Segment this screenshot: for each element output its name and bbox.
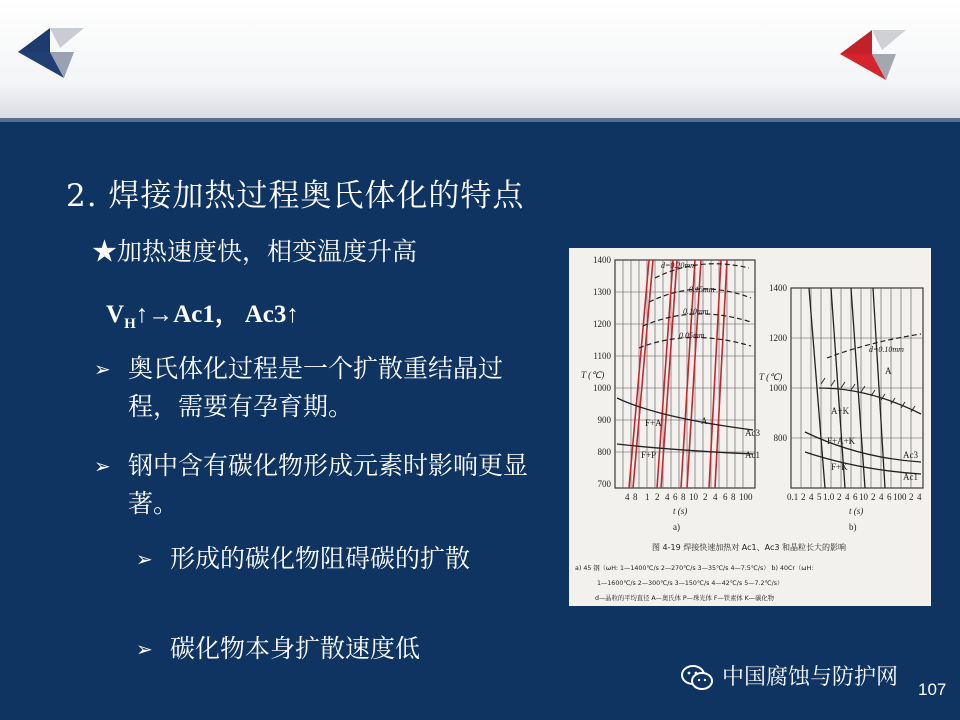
left-y-tick: 1100 — [593, 351, 611, 361]
left-x-tick: 8 — [681, 492, 686, 502]
right-x-tick: 4 — [917, 492, 922, 502]
left-panel — [581, 255, 760, 532]
formula — [106, 294, 299, 333]
left-panel-sublabel: a) — [673, 522, 680, 532]
right-annotation: Ac1 — [903, 472, 918, 482]
sub-bullet-text: 碳化物本身扩散速度低 — [170, 634, 421, 663]
left-annotation: A — [701, 416, 708, 426]
right-annotation: d=0.10mm — [869, 345, 904, 354]
bullet-item — [94, 447, 529, 523]
bullet-text: 奥氏体化过程是一个扩散重结晶过程，需要有孕育期。 — [128, 354, 504, 421]
formula-rest: ↑→Ac1， Ac3↑ — [135, 301, 299, 328]
right-annotation: A+K — [831, 406, 850, 416]
formula-v: V — [106, 301, 125, 328]
right-triangle-logo — [836, 24, 908, 84]
left-annotation: Ac3 — [745, 428, 760, 438]
left-annotation: 0.15mm — [689, 285, 715, 294]
right-y-tick: 800 — [773, 433, 787, 443]
left-y-tick: 1200 — [593, 319, 611, 329]
sub-bullet-text: 形成的碳化物阻碍碳的扩散 — [170, 544, 471, 573]
left-x-tick: 4 — [713, 492, 718, 502]
right-annotation: A — [885, 366, 892, 376]
right-panel-sublabel: b) — [849, 522, 857, 532]
left-annotation: F+P — [641, 450, 657, 460]
right-x-tick: 2 — [837, 492, 842, 502]
left-x-tick: 6 — [673, 492, 678, 502]
bullet-text: 钢中含有碳化物形成元素时影响更显著。 — [128, 451, 529, 518]
right-panel — [759, 283, 923, 532]
figure-caption-line: 1—1600℃/s 2—300℃/s 3—150℃/s 4—42℃/s 5—7.2℃/s） — [597, 580, 784, 587]
left-y-tick: 1000 — [593, 383, 611, 393]
right-annotation: Ac3 — [903, 450, 918, 460]
arrow-bullet-icon: ➢ — [136, 637, 153, 661]
figure-caption-title: 图 4-19 焊接快速加热对 Ac1、Ac3 和晶粒长大的影响 — [652, 543, 846, 552]
right-x-tick: 4 — [879, 492, 884, 502]
right-x-tick: 5 — [817, 492, 822, 502]
slide-title: 2. 焊接加热过程奥氏体化的特点 — [66, 178, 525, 214]
right-x-tick: 6 — [853, 492, 858, 502]
formula-subscript: H — [124, 316, 136, 332]
page-number: 107 — [918, 680, 947, 699]
right-x-tick: 4 — [809, 492, 814, 502]
right-annotation: F+A+K — [827, 436, 856, 446]
bullet-item — [94, 350, 528, 426]
right-x-tick: 1.0 — [823, 492, 835, 502]
left-x-tick: 6 — [723, 492, 728, 502]
left-annotation: d=0.20mm — [661, 261, 696, 270]
arrow-bullet-icon: ➢ — [94, 357, 111, 381]
right-x-tick: 4 — [845, 492, 850, 502]
figure-caption-line: d—晶粒的平均直径 A—奥氏体 P—珠光体 F—铁素体 K—碳化物 — [595, 595, 774, 602]
right-x-tick: 100 — [893, 492, 907, 502]
right-y-axis-label: T (℃) — [759, 372, 783, 382]
slide-header — [0, 0, 960, 118]
left-x-axis-label: t (s) — [673, 506, 688, 516]
left-x-tick: 8 — [633, 492, 638, 502]
right-y-tick: 1200 — [769, 333, 787, 343]
left-y-tick: 1400 — [593, 255, 611, 265]
arrow-bullet-icon: ➢ — [136, 547, 153, 571]
left-x-tick: 4 — [625, 492, 630, 502]
right-x-tick: 0.1 — [787, 492, 799, 502]
left-y-axis-label: T (℃) — [581, 370, 605, 380]
left-x-tick: 2 — [655, 492, 660, 502]
right-x-tick: 10 — [859, 492, 868, 502]
left-x-tick: 8 — [731, 492, 736, 502]
left-y-tick: 900 — [597, 415, 611, 425]
sub-bullet-item — [136, 630, 530, 668]
left-x-tick: 10 — [689, 492, 698, 502]
figure-caption-line: a) 45 钢（ωH: 1—1400℃/s 2—270℃/s 3—35℃/s 4—7.5℃/s） b) 40Cr（ωH: — [575, 565, 814, 572]
left-annotation: 0.05mm — [679, 331, 705, 340]
left-x-tick: 1 — [645, 492, 650, 502]
right-annotation: F+K — [831, 462, 848, 472]
wechat-icon — [680, 664, 714, 692]
left-x-tick: 4 — [665, 492, 670, 502]
footer-brand — [680, 660, 898, 692]
footer-brand-text: 中国腐蚀与防护网 — [722, 665, 899, 690]
figure-caption — [575, 542, 846, 602]
left-y-tick: 800 — [597, 447, 611, 457]
right-y-tick: 1400 — [769, 283, 787, 293]
left-x-tick: 2 — [703, 492, 708, 502]
left-x-tick: 100 — [739, 492, 753, 502]
left-annotation: Ac1 — [745, 450, 760, 460]
left-triangle-logo — [14, 22, 86, 82]
figure-ac-temperature-chart — [569, 248, 931, 606]
figure-drawing — [569, 248, 931, 606]
left-y-tick: 700 — [597, 479, 611, 489]
right-x-tick: 2 — [801, 492, 806, 502]
left-annotation: 0.10mm — [683, 307, 709, 316]
left-y-tick: 1300 — [593, 287, 611, 297]
right-x-tick: 2 — [871, 492, 876, 502]
right-y-tick: 1000 — [769, 383, 787, 393]
sub-bullet-item — [136, 540, 530, 578]
right-x-axis-label: t (s) — [849, 506, 864, 516]
left-annotation: F+A — [645, 418, 662, 428]
right-x-tick: 6 — [887, 492, 892, 502]
point-heating-speed: ★加热速度快，相变温度升高 — [92, 237, 418, 266]
right-x-tick: 2 — [909, 492, 914, 502]
arrow-bullet-icon: ➢ — [94, 454, 111, 478]
